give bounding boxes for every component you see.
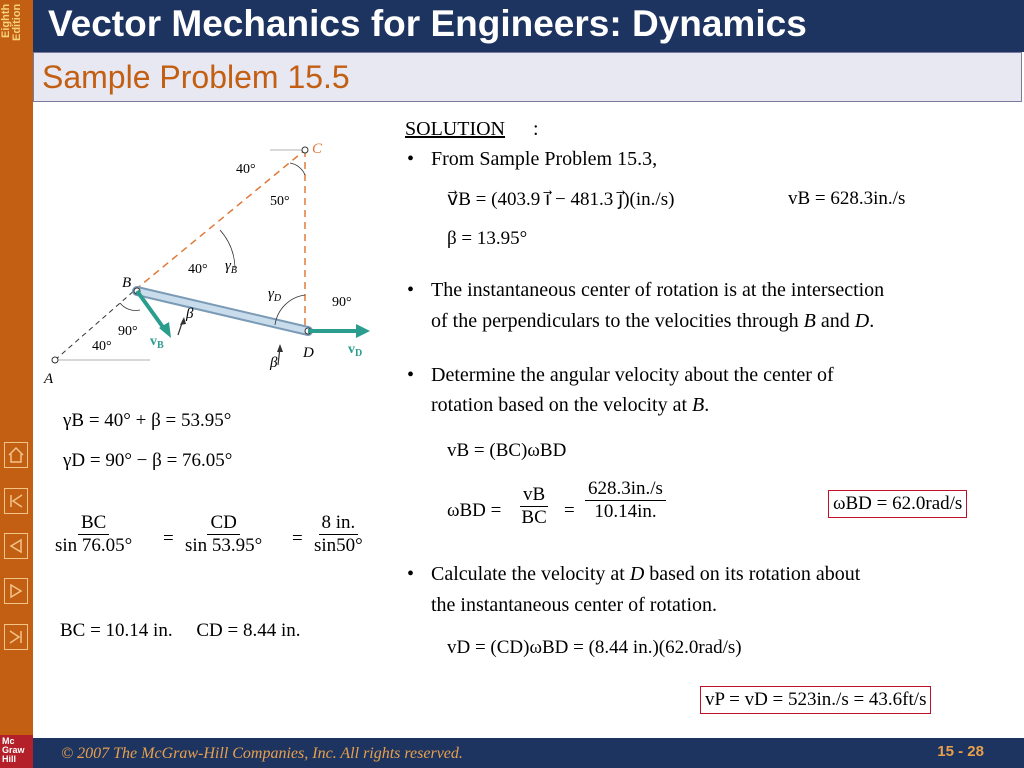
sidebar — [0, 0, 33, 768]
vp-result-box: vP = vD = 523in./s = 43.6ft/s — [700, 686, 931, 714]
pin-c — [302, 147, 308, 153]
bullet-3-line-1: Determine the angular velocity about the center of — [431, 364, 834, 386]
linkage-diagram — [40, 135, 385, 390]
subtitle-bar — [33, 52, 1022, 102]
label-b: B — [122, 275, 132, 291]
omega-lhs: ωBD = — [447, 500, 502, 521]
law-sines-fraction-1: $\frac{BC}{\sin 76.05^\circ}$ — [55, 512, 133, 556]
bullet-2-line-2: of the perpendiculars to the velocities through B and D. — [431, 310, 875, 332]
solution-heading: SOLUTION — [405, 118, 505, 140]
previous-slide-icon[interactable] — [4, 533, 28, 559]
slide-subtitle: Sample Problem 15.5 — [42, 59, 350, 95]
copyright-text: © 2007 The McGraw-Hill Companies, Inc. All rights reserved. — [61, 745, 463, 762]
label-angle-40-mid: 40° — [188, 262, 208, 277]
title-bar — [33, 0, 1024, 52]
edition-label: Eighth Edition — [0, 4, 23, 42]
vb-bc-omega-equation: vB = (BC)ωBD — [447, 440, 567, 461]
label-c: C — [312, 141, 323, 157]
label-angle-90-left: 90° — [118, 324, 138, 339]
law-sines-fraction-3: $\frac{8 in.}{\sin 50^\circ}$ — [314, 512, 363, 556]
label-d: D — [303, 345, 314, 361]
page-number: 15 - 28 — [937, 743, 984, 760]
bullet-2-line-1: The instantaneous center of rotation is at the intersection — [431, 279, 885, 301]
label-angle-40-bottom: 40° — [92, 339, 112, 354]
equals-sign: = — [292, 528, 303, 549]
vb-vector-equation: v⃗B = (403.9 i⃗ − 481.3 j⃗)(in./s) — [447, 189, 675, 210]
page-title: Vector Mechanics for Engineers: Dynamics — [48, 3, 807, 44]
first-slide-icon[interactable] — [4, 488, 28, 514]
beta-value: β = 13.95° — [447, 228, 528, 249]
equals-sign: = — [564, 500, 575, 521]
equals-sign: = — [163, 528, 174, 549]
label-vb: $v_B$ — [150, 334, 164, 351]
last-slide-icon[interactable] — [4, 624, 28, 650]
omega-fraction-2: $\frac{628.3in./s}{10.14in.}$ — [585, 478, 666, 523]
label-beta-b: β — [186, 306, 194, 322]
bc-cd-result: BC = 10.14 in. CD = 8.44 in. — [60, 620, 301, 641]
vd-equation: vD = (CD)ωBD = (8.44 in.)(62.0rad/s) — [447, 637, 742, 658]
label-gamma-d: $\gamma_D$ — [268, 286, 282, 304]
label-angle-90-right: 90° — [332, 295, 352, 310]
gamma-b-equation: γB = 40° + β = 53.95° — [63, 410, 232, 431]
label-beta-d: β — [270, 355, 278, 371]
bullet-1-text: From Sample Problem 15.3, — [431, 148, 658, 170]
law-sines-fraction-2: $\frac{CD}{\sin 53.95^\circ}$ — [185, 512, 263, 556]
home-icon[interactable] — [4, 442, 28, 468]
omega-result-box: ωBD = 62.0rad/s — [828, 490, 967, 518]
footer-bar — [33, 738, 1024, 768]
label-angle-40-top: 40° — [236, 162, 256, 177]
publisher-logo: Mc Graw Hill — [0, 735, 33, 768]
vb-magnitude: vB = 628.3in./s — [788, 188, 906, 209]
gamma-d-equation: γD = 90° − β = 76.05° — [63, 450, 233, 471]
bullet-3-line-2: rotation based on the velocity at B. — [431, 394, 710, 416]
next-slide-icon[interactable] — [4, 578, 28, 604]
label-gamma-b: $\gamma_B$ — [225, 258, 238, 276]
bullet-4-line-2: the instantaneous center of rotation. — [431, 594, 718, 616]
label-vd: $v_D$ — [348, 342, 363, 359]
label-angle-50: 50° — [270, 194, 290, 209]
omega-fraction-1: $\frac{vB}{BC}$ — [521, 484, 547, 528]
pin-a — [52, 357, 58, 363]
bullet-4-line-1: Calculate the velocity at D based on its rotation about — [431, 563, 861, 585]
label-a: A — [44, 371, 54, 387]
